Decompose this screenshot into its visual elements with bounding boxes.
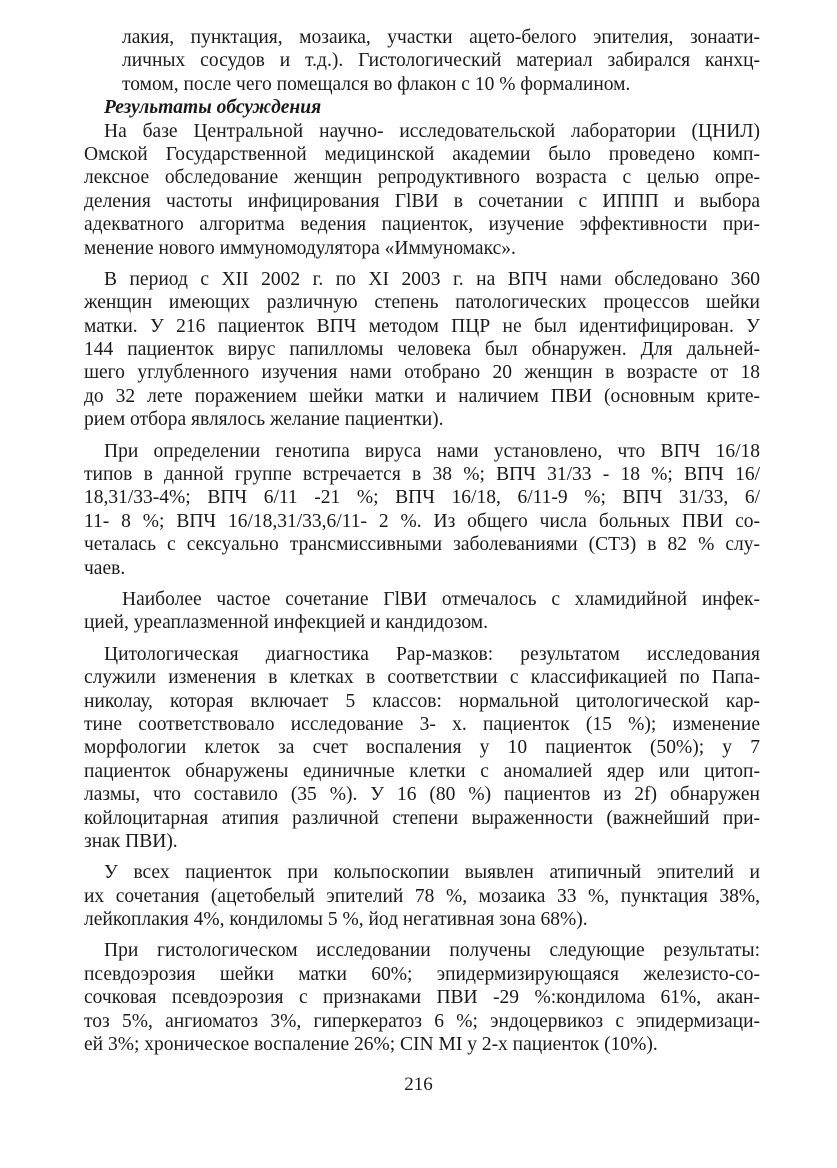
text-line: их сочетания (ацетобелый эпителий 78 %, мозаика 33 %, пунктация 38%, (84, 885, 760, 907)
text-line: адекватного алгоритма ведения пациенток, изучение эффективности при- (84, 214, 760, 236)
paragraph (84, 643, 760, 854)
text-line: цией, уреаплазменной инфекцией и кандидозом. (84, 612, 488, 634)
text-line: чаев. (84, 557, 126, 579)
section-heading: Результаты обсуждения (104, 97, 322, 119)
text-line: лазмы, что составило (35 %). У 16 (80 %) пациентов из 2f) обнаружен (84, 784, 760, 806)
text-line: Омской Государственной медицинской академии было проведено комп- (84, 143, 760, 165)
text-line: пациенток обнаружены единичные клетки с аномалией ядер или цитоп- (84, 760, 760, 782)
text-line: 11- 8 %; ВПЧ 16/18,31/33,6/11- 2 %. Из общего числа больных ПВИ со- (84, 510, 760, 532)
text-line: При гистологическом исследовании получены следующие результаты: (104, 940, 760, 962)
text-line: псевдоэрозия шейки матки 60%; эпидермизирующаяся железисто-со- (84, 963, 760, 985)
text-line: женщин имеющих различную степень патологических процессов шейки (84, 292, 760, 314)
text-line: тине соответствовало исследование 3- х. пациенток (15 %); изменение (84, 713, 760, 735)
text-line: шего углубленного изучения нами отобрано 20 женщин в возрасте от 18 (84, 362, 760, 384)
text-line: морфологии клеток за счет воспаления у 10 пациенток (50%); у 7 (84, 737, 760, 759)
continuation-block (84, 26, 760, 96)
text-line: лакия, пунктация, мозаика, участки ацето-белого эпителия, зонаати- (122, 27, 760, 48)
text-line: В период с XII 2002 г. по XI 2003 г. на ВПЧ нами обследовано 360 (104, 268, 760, 290)
body-text (84, 26, 760, 1056)
text-line: менение нового иммуномодулятора «Иммуномакс». (84, 237, 516, 259)
text-line: четалась с сексуально трансмиссивными заболеваниями (СТЗ) в 82 % слу- (84, 534, 760, 556)
text-line: лейкоплакия 4%, кондиломы 5 %, йод негативная зона 68%). (84, 909, 588, 931)
text-line: знак ПВИ). (84, 830, 178, 852)
paragraph (84, 939, 760, 1056)
text-line: койлоцитарная атипия различной степени выраженности (важнейший при- (84, 807, 760, 829)
text-line: У всех пациенток при кольпоскопии выявлен атипичный эпителий и (104, 862, 760, 884)
text-line: служили изменения в клетках в соответствии с классификацией по Папа- (84, 667, 760, 689)
text-line: типов в данной группе встречается в 38 %; ВПЧ 31/33 - 18 %; ВПЧ 16/ (84, 464, 760, 486)
text-line: тоз 5%, ангиоматоз 3%, гиперкератоз 6 %; эндоцервикоз с эпидермизаци- (84, 1010, 760, 1032)
text-line: матки. У 216 пациенток ВПЧ методом ПЦР не был идентифицирован. У (84, 315, 760, 337)
text-line: Цитологическая диагностика Рар-мазков: результатом исследования (104, 643, 760, 665)
text-line: сочковая псевдоэрозия с признаками ПВИ -29 %:кондилома 61%, акан- (84, 987, 760, 1009)
text-line: 144 пациенток вирус папилломы человека был обнаружен. Для дальней- (84, 339, 760, 361)
text-line: При определении генотипа вируса нами установлено, что ВПЧ 16/18 (104, 440, 760, 462)
paragraph (84, 120, 760, 260)
paragraph (84, 268, 760, 432)
paragraph (84, 588, 760, 635)
text-line: томом, после чего помещался во флакон с 10 % формалином. (122, 73, 631, 95)
text-line: ей 3%; хроническое воспаление 26%; CIN MI у 2-х пациенток (10%). (84, 1034, 658, 1056)
text-line: Наиболее частое сочетание ГlВИ отмечалось с хламидийной инфек- (122, 588, 760, 610)
paragraph (84, 861, 760, 931)
text-line: деления частоты инфицирования ГlВИ в сочетании с ИППП и выбора (84, 190, 760, 212)
text-line: личных сосудов и т.д.). Гистологический материал забирался канхц- (122, 50, 760, 72)
paragraph (84, 440, 760, 580)
text-line: до 32 лете поражением шейки матки и наличием ПВИ (основным крите- (84, 385, 760, 407)
text-line: николау, которая включает 5 классов: нормальной цитологической кар- (84, 690, 760, 712)
page-number: 216 (404, 1074, 433, 1095)
text-line: 18,31/33-4%; ВПЧ 6/11 -21 %; ВПЧ 16/18, 6/11-9 %; ВПЧ 31/33, 6/ (84, 487, 760, 509)
text-line: рием отбора являлось желание пациентки). (84, 409, 444, 431)
text-line: лексное обследование женщин репродуктивного возраста с целью опре- (84, 167, 760, 189)
text-line: На базе Центральной научно- исследовательской лаборатории (ЦНИЛ) (104, 120, 760, 142)
